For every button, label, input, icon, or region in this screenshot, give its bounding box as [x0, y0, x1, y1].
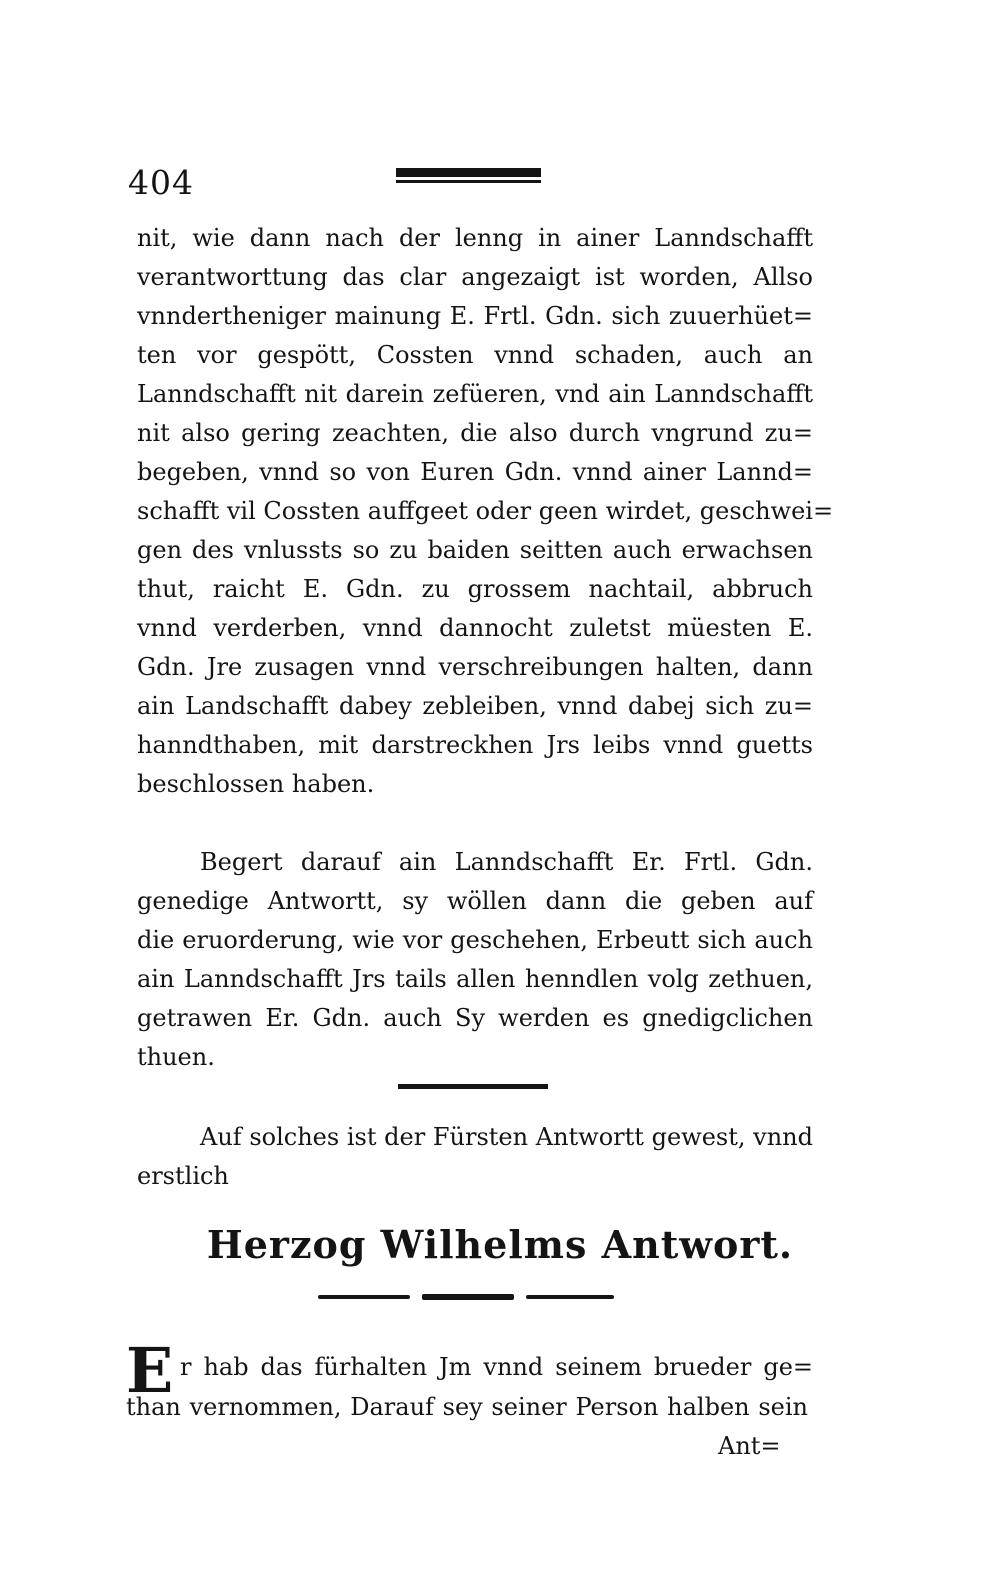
- text-line: vnndertheniger mainung E. Frtl. Gdn. sich zuuerhüet=: [137, 302, 813, 330]
- text-line: ain Lanndschafft Jrs tails allen henndlen volg zethuen,: [137, 965, 813, 993]
- header-rule-thick: [396, 168, 541, 177]
- drop-initial: E: [126, 1334, 174, 1407]
- text-line: ain Landschafft dabey zebleiben, vnnd dabej sich zu=: [137, 692, 813, 720]
- text-line: gen des vnlussts so zu baiden seitten auch erwachsen: [137, 536, 813, 564]
- header-rule-thin: [396, 180, 541, 183]
- ornamental-rule-segment: [318, 1295, 410, 1299]
- text-line: genedige Antwortt, sy wöllen dann die geben auf: [137, 887, 813, 915]
- text-line: hanndthaben, mit darstreckhen Jrs leibs vnnd guetts: [137, 731, 813, 759]
- page-number: 404: [128, 163, 194, 202]
- text-line: nit, wie dann nach der lenng in ainer Lanndschafft: [137, 224, 813, 252]
- text-line: erstlich: [137, 1162, 229, 1190]
- ornamental-rule: [318, 1294, 614, 1300]
- text-line: Begert darauf ain Lanndschafft Er. Frtl. Gdn.: [200, 848, 813, 876]
- section-heading: Herzog Wilhelms Antwort.: [206, 1222, 794, 1267]
- text-line: thut, raicht E. Gdn. zu grossem nachtail, abbruch: [137, 575, 813, 603]
- text-line: r hab das fürhalten Jm vnnd seinem brueder ge=: [180, 1353, 813, 1381]
- text-line: schafft vil Cossten auffgeet oder geen wirdet, geschwei=: [137, 497, 834, 525]
- text-line: vnnd verderben, vnnd dannocht zuletst müesten E.: [137, 614, 813, 642]
- text-line: getrawen Er. Gdn. auch Sy werden es gnedigclichen: [137, 1004, 813, 1032]
- text-line: verantworttung das clar angezaigt ist worden, Allso: [137, 263, 813, 291]
- text-line: beschlossen haben.: [137, 770, 375, 798]
- text-line: Auf solches ist der Fürsten Antwortt gewest, vnnd: [200, 1123, 813, 1151]
- header-rule: [396, 168, 541, 182]
- ornamental-rule-segment: [526, 1295, 614, 1299]
- text-line: thuen.: [137, 1043, 215, 1071]
- ornamental-rule-segment: [422, 1294, 514, 1300]
- text-line: begeben, vnnd so von Euren Gdn. vnnd ainer Lannd=: [137, 458, 813, 486]
- section-rule: [398, 1084, 548, 1089]
- text-line: nit also gering zeachten, die also durch vngrund zu=: [137, 419, 813, 447]
- catchword: Ant=: [718, 1432, 781, 1460]
- text-line: ten vor gespött, Cossten vnnd schaden, auch an: [137, 341, 813, 369]
- text-line: die eruorderung, wie vor geschehen, Erbeutt sich auch: [137, 926, 813, 954]
- text-line: than vernommen, Darauf sey seiner Person halben sein: [126, 1393, 808, 1421]
- text-line: Gdn. Jre zusagen vnnd verschreibungen halten, dann: [137, 653, 813, 681]
- text-line: Lanndschafft nit darein zefüeren, vnd ain Lanndschafft: [137, 380, 813, 408]
